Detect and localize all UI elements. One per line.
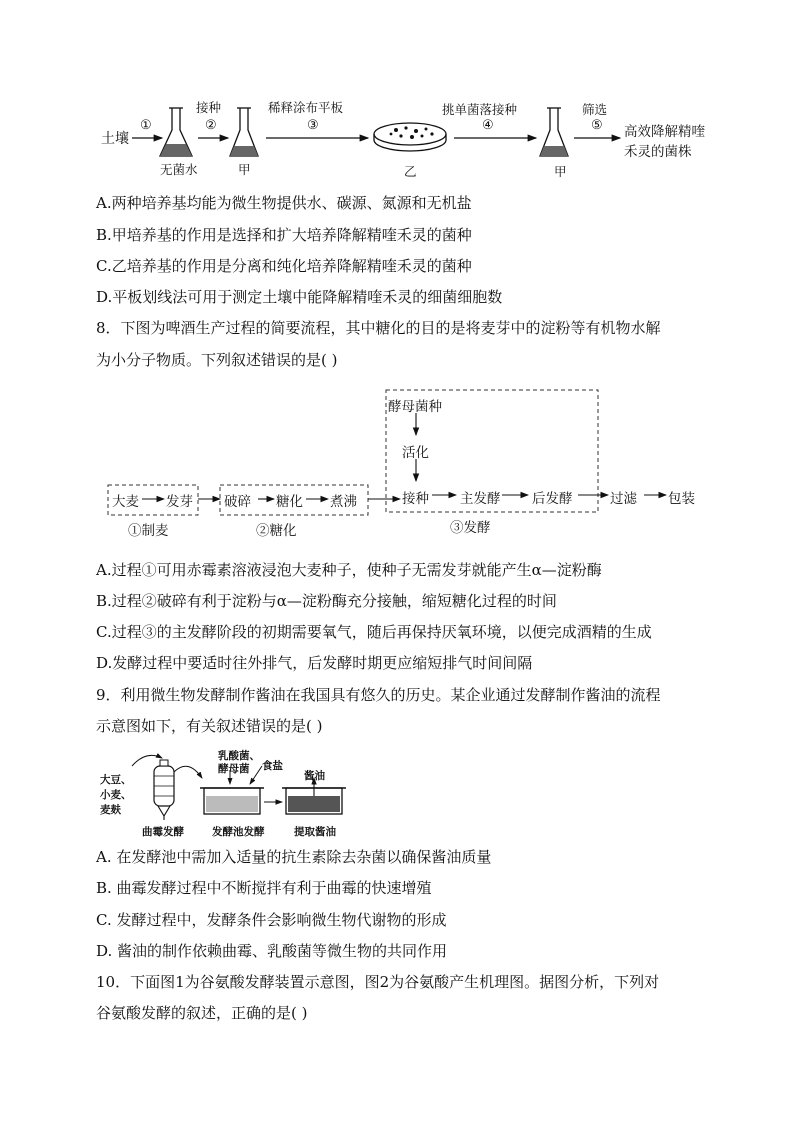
medium-yi-label: 乙 [404,164,417,179]
sprout-label: 发芽 [166,494,193,510]
soil-label: 土壤 [101,131,129,147]
result-line-2: 禾灵的菌株 [624,144,692,160]
raw-material-2: 小麦、 [100,789,132,801]
package-label: 包装 [668,491,695,507]
q7-option-c: C.乙培养基的作用是分离和纯化培养降解精喹禾灵的菌种 [96,257,472,275]
q7-option-b: B.甲培养基的作用是选择和扩大培养降解精喹禾灵的菌种 [96,226,472,244]
raw-material-3: 麦麸 [100,804,121,816]
malting-stage-label: ①制麦 [128,523,169,539]
q10-stem-line-1: 10．下面图1为谷氨酸发酵装置示意图，图2为谷氨酸产生机理图。据图分析，下列对 [96,973,660,991]
flask-liquid [540,146,568,156]
q9-stem-line-1: 9．利用微生物发酵制作酱油在我国具有悠久的历史。某企业通过发酵制作酱油的流程 [96,686,661,704]
salt-label: 食盐 [262,760,283,772]
soy-sauce-label: 酱油 [304,770,325,782]
petri-dish-icon [374,123,446,145]
inoculate-label: 接种 [402,491,429,507]
pool-stage-label: 发酵池发酵 [212,826,265,838]
q9-option-a: A. 在发酵池中需加入适量的抗生素除去杂菌以确保酱油质量 [96,848,492,866]
koji-stage-label: 曲霉发酵 [142,826,184,838]
q10-stem-line-2: 谷氨酸发酵的叙述，正确的是( ) [96,1004,308,1022]
step-4-label: ④ [482,118,494,133]
sterile-water-label: 无菌水 [160,162,198,177]
main-ferment-label: 主发酵 [460,491,501,507]
activate-label: 活化 [402,445,429,461]
q8-stem-line-2: 为小分子物质。下列叙述错误的是( ) [96,351,338,369]
medium-jia-label-2: 甲 [554,164,567,179]
step-1-label: ① [140,118,152,133]
q8-option-a: A.过程①可用赤霉素溶液浸泡大麦种子，使种子无需发芽就能产生α—淀粉酶 [96,561,602,579]
bacteria-label-1: 乳酸菌、 [218,750,260,762]
q9-option-b: B. 曲霉发酵过程中不断搅拌有利于曲霉的快速增殖 [96,879,432,897]
yeast-label: 酵母菌种 [388,399,442,415]
fermentation-pool-icon [200,788,264,814]
flask-liquid [230,146,258,156]
q8-option-d: D.发酵过程中要适时往外排气，后发酵时期更应缩短排气时间间隔 [96,654,533,672]
q9-stem-line-2: 示意图如下，有关叙述错误的是( ) [96,717,323,735]
q8-option-c: C.过程③的主发酵阶段的初期需要氧气，随后再保持厌氧环境，以便完成酒精的生成 [96,623,652,641]
result-line-1: 高效降解精喹 [624,124,705,140]
step-2-label: ② [205,118,217,133]
step-5-label: ⑤ [591,118,603,133]
dilute-label: 稀释涂布平板 [268,100,344,115]
step-3-label: ③ [307,118,319,133]
crush-label: 破碎 [224,494,251,510]
post-ferment-label: 后发酵 [532,491,573,507]
extract-stage-label: 提取酱油 [294,826,336,838]
q9-option-c: C. 发酵过程中，发酵条件会影响微生物代谢物的形成 [96,911,447,929]
boil-label: 煮沸 [330,494,357,510]
pick-colony-label: 挑单菌落接种 [442,102,518,117]
raw-material-1: 大豆、 [100,774,132,786]
screen-label: 筛选 [582,102,608,117]
filter-label: 过滤 [610,491,637,507]
q8-option-b: B.过程②破碎有利于淀粉与α—淀粉酶充分接触，缩短糖化过程的时间 [96,592,557,610]
q7-option-d: D.平板划线法可用于测定土壤中能降解精喹禾灵的细菌细胞数 [96,288,503,306]
saccharify-label: 糖化 [276,494,303,510]
extraction-vessel-icon [282,778,346,814]
koji-fermenter-icon [154,760,174,820]
medium-jia-label: 甲 [238,162,251,177]
q9-option-d: D. 酱油的制作依赖曲霉、乳酸菌等微生物的共同作用 [96,942,448,960]
barley-label: 大麦 [112,494,139,510]
inoculate-label: 接种 [196,100,222,115]
q7-option-a: A.两种培养基均能为微生物提供水、碳源、氮源和无机盐 [96,194,472,212]
bacteria-label-2: 酵母菌 [218,763,250,775]
q8-stem-line-1: 8．下图为啤酒生产过程的简要流程，其中糖化的目的是将麦芽中的淀粉等有机物水解 [96,319,661,337]
ferment-stage-label: ③发酵 [450,520,491,536]
saccharify-stage-label: ②糖化 [256,523,297,539]
